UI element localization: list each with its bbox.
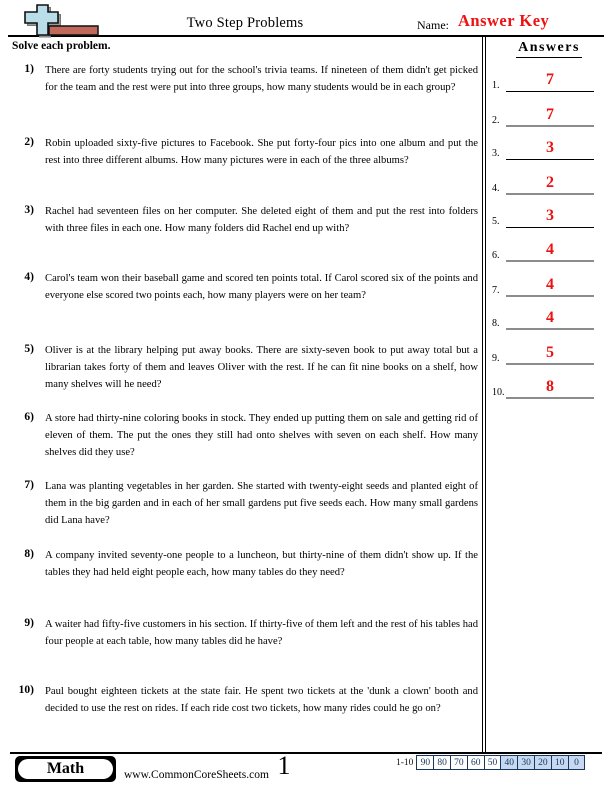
- page-number: 1: [277, 751, 291, 780]
- score-cell: 60: [467, 755, 485, 770]
- problem-text: Rachel had seventeen files on her computer. She deleted eight of them and put the rest into folders with three files in each one. How many folders did Rachel end up with?: [45, 206, 478, 234]
- problem-item: [0, 617, 481, 651]
- problem-text: A store had thirty-nine coloring books in stock. They ended up putting them on sale and getting rid of eleven of them. The put the ones they still had onto shelves with seven on each shelf. How many shelves did they use?: [45, 413, 478, 458]
- answer-number: 9.: [492, 353, 500, 364]
- score-cell: 0: [568, 755, 586, 770]
- logo: [20, 0, 110, 38]
- problem-number: 7): [24, 479, 34, 491]
- subject-label: Math: [46, 760, 85, 777]
- website-url: www.CommonCoreSheets.com: [124, 769, 269, 781]
- answer-number: 6.: [492, 250, 500, 261]
- problem-number: 10): [18, 684, 34, 696]
- answer-value: 3: [546, 139, 554, 156]
- answer-value: 8: [546, 378, 554, 395]
- problem-item: [0, 411, 481, 462]
- answer-number: 3.: [492, 148, 500, 159]
- problem-item: [0, 63, 481, 97]
- score-cell: 50: [484, 755, 502, 770]
- page-title: Two Step Problems: [186, 15, 304, 31]
- vertical-divider: [482, 37, 486, 752]
- answer-blank-line: [506, 397, 594, 399]
- logo-red-bar: [49, 26, 98, 35]
- instruction-text: Solve each problem.: [12, 40, 111, 52]
- problem-number: 3): [24, 204, 34, 216]
- score-table: [396, 755, 585, 770]
- answers-heading: Answers: [516, 40, 582, 58]
- answer-number: 8.: [492, 318, 500, 329]
- answer-value: 7: [546, 71, 554, 88]
- answer-blank-line: [506, 193, 594, 195]
- answer-value: 4: [546, 276, 554, 293]
- problem-item: [0, 204, 481, 238]
- answer-value: 4: [546, 309, 554, 326]
- problem-item: [0, 684, 481, 718]
- plus-icon: [20, 0, 110, 38]
- answer-row: [488, 240, 608, 262]
- problem-text: There are forty students trying out for the school's trivia teams. If nineteen of them didn't get picked for the team and the rest were put into three groups, how many students would be in each group?: [45, 65, 478, 93]
- score-cell: 40: [500, 755, 518, 770]
- answer-row: [488, 275, 608, 297]
- score-cell: 20: [534, 755, 552, 770]
- answer-blank-line: [506, 260, 594, 262]
- problem-item: [0, 479, 481, 530]
- problem-text: Oliver is at the library helping put away books. There are sixty-seven book to put away total but a librarian takes forty of them and leaves Oliver with the rest. If he can fit nine books on a shelf, how many shelves will he need?: [45, 345, 478, 390]
- answer-value: 5: [546, 344, 554, 361]
- problem-item: [0, 548, 481, 582]
- answer-row: [488, 308, 608, 330]
- subject-badge: [15, 756, 116, 782]
- problem-number: 1): [24, 63, 34, 75]
- answer-blank-line: [506, 159, 594, 160]
- problem-number: 6): [24, 411, 34, 423]
- problem-number: 5): [24, 343, 34, 355]
- answer-value: 7: [546, 106, 554, 123]
- problem-item: [0, 343, 481, 394]
- answer-blank-line: [506, 363, 594, 365]
- problem-text: Carol's team won their baseball game and scored ten points total. If Carol scored six of the points and everyone else scored two points each, how many players were on her team?: [45, 273, 478, 301]
- footer-divider: [10, 752, 602, 754]
- problem-number: 9): [24, 617, 34, 629]
- answer-key-label: Answer Key: [458, 11, 550, 30]
- answer-number: 7.: [492, 285, 500, 296]
- problem-text: Paul bought eighteen tickets at the state fair. He spent two tickets at the 'dunk a clown' booth and decided to use the rest on rides. If each ride cost two tickets, how many rides could he go on?: [45, 686, 478, 714]
- problem-text: Robin uploaded sixty-five pictures to Facebook. She put forty-four pics into one album and put the rest into three different albums. How many pictures were in each of the three albums?: [45, 138, 478, 166]
- answer-blank-line: [506, 125, 594, 127]
- answer-number: 10.: [492, 387, 505, 398]
- answer-row: [488, 173, 608, 195]
- score-cell: 70: [450, 755, 468, 770]
- score-cell: 80: [433, 755, 451, 770]
- answer-row: [488, 343, 608, 365]
- problem-number: 8): [24, 548, 34, 560]
- score-cell: 30: [517, 755, 535, 770]
- problem-item: [0, 271, 481, 305]
- answer-row: [488, 70, 608, 92]
- answer-row: [488, 138, 608, 160]
- score-range-label: 1-10: [396, 757, 414, 768]
- answers-panel-header: [486, 38, 612, 58]
- answer-value: 4: [546, 241, 554, 258]
- answer-number: 1.: [492, 80, 500, 91]
- answer-row: [488, 206, 608, 228]
- problem-number: 4): [24, 271, 34, 283]
- answer-row: [488, 105, 608, 127]
- answer-value: 3: [546, 207, 554, 224]
- answer-blank-line: [506, 91, 594, 92]
- answer-row: [488, 377, 608, 399]
- subject-badge-inner: [18, 759, 113, 779]
- problem-number: 2): [24, 136, 34, 148]
- answer-blank-line: [506, 328, 594, 330]
- name-label: Name:: [417, 18, 449, 32]
- problem-item: [0, 136, 481, 170]
- answer-number: 5.: [492, 216, 500, 227]
- problem-text: A waiter had fifty-five customers in his section. If thirty-five of them left and the rest of his tables had four people at each table, how many tables did he have?: [45, 619, 478, 647]
- answer-blank-line: [506, 227, 594, 228]
- answer-number: 2.: [492, 115, 500, 126]
- problem-text: A company invited seventy-one people to a luncheon, but thirty-nine of them didn't show up. If the tables they had held eight people each, how many tables do they need?: [45, 550, 478, 578]
- answer-blank-line: [506, 295, 594, 297]
- score-cell: 10: [551, 755, 569, 770]
- score-cell: 90: [416, 755, 434, 770]
- answer-value: 2: [546, 174, 554, 191]
- problem-text: Lana was planting vegetables in her garden. She started with twenty-eight seeds and planted eight of them in the big garden and in each of her small gardens put five seeds each. How many small gardens did Lana have?: [45, 481, 478, 526]
- answer-number: 4.: [492, 183, 500, 194]
